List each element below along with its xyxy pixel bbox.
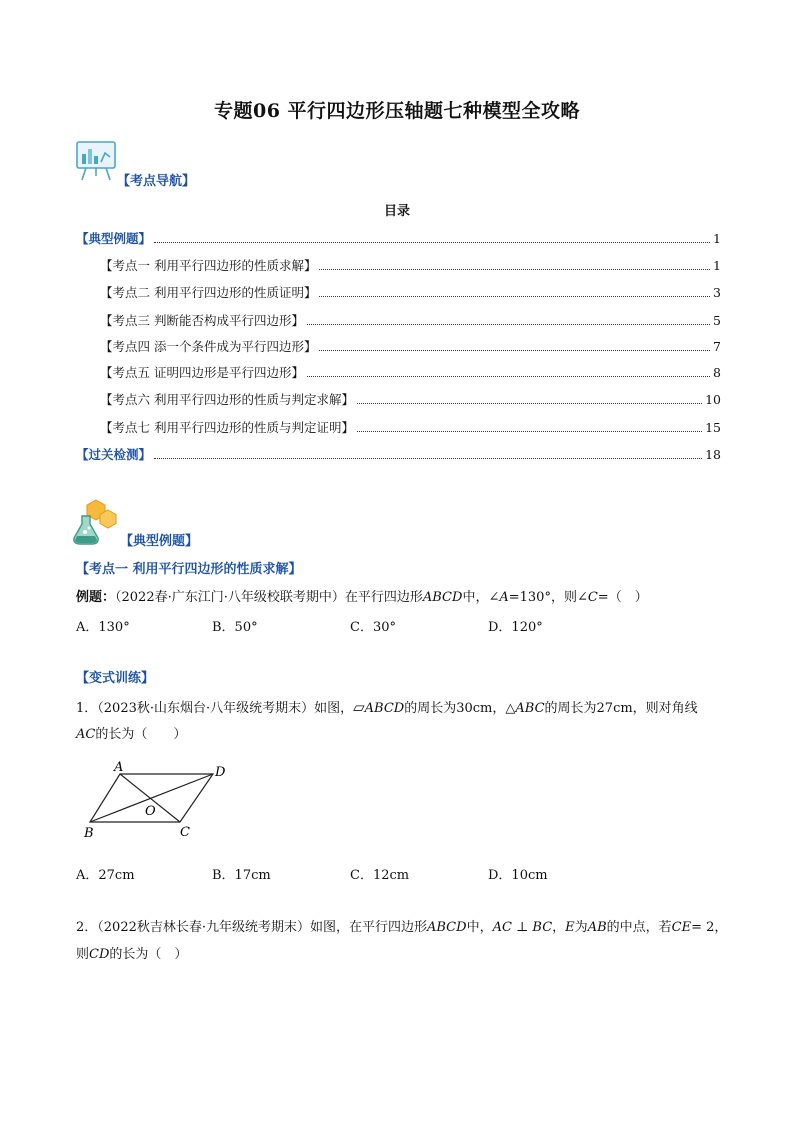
label-o: O: [145, 804, 156, 819]
math-var: E: [565, 920, 575, 935]
example-prefix: 例题：: [76, 590, 116, 605]
option-d[interactable]: D．120°: [488, 620, 543, 635]
q1-text: 1．（2023秋·山东烟台·八年级统考期末）如图，: [76, 701, 354, 716]
nav-heading: 【考点导航】: [117, 174, 196, 189]
toc-row-page: 5: [713, 313, 721, 328]
toc-row-page: 1: [713, 231, 721, 246]
option-a[interactable]: A．27cm: [76, 868, 135, 883]
toc-row-page: 1: [713, 258, 721, 273]
q2-line2: [76, 943, 187, 962]
math-var: C: [587, 590, 598, 605]
q1-text: 的周长为30cm，: [404, 701, 506, 716]
toc-row[interactable]: [100, 337, 721, 355]
toc-row[interactable]: [100, 363, 721, 381]
option-a[interactable]: A．130°: [76, 620, 130, 635]
math-var: A: [499, 590, 509, 605]
math-var: CE: [671, 920, 692, 935]
q1-line2: [76, 723, 186, 742]
math-var: ABC: [515, 701, 545, 716]
q1-text: 的周长为27cm，则对角线: [544, 701, 698, 716]
math-var: CD: [89, 947, 110, 962]
triangle-symbol-icon: △: [505, 701, 516, 716]
section-heading: 【典型例题】: [120, 534, 199, 549]
option-b[interactable]: B．17cm: [212, 868, 271, 883]
q2-text: 为: [574, 920, 588, 935]
q2-text: 则: [76, 947, 90, 962]
q2-text: 的长为（ ）: [109, 947, 188, 962]
toc-row-label: 【考点一 利用平行四边形的性质求解】: [100, 258, 317, 273]
q2-text: 的中点，若: [606, 920, 672, 935]
toc-row-label: 【过关检测】: [76, 447, 152, 462]
toc-row-page: 15: [705, 420, 721, 435]
toc-row[interactable]: [100, 311, 721, 329]
option-d[interactable]: D．10cm: [488, 868, 548, 883]
toc-row[interactable]: [76, 229, 721, 247]
example-text: =130°，则∠: [508, 590, 588, 605]
toc-row[interactable]: [100, 390, 721, 408]
toc-row-label: 【考点七 利用平行四边形的性质与判定证明】: [100, 420, 354, 435]
toc-row[interactable]: [100, 283, 721, 301]
label-d: D: [215, 765, 226, 780]
toc-row-label: 【考点六 利用平行四边形的性质与判定求解】: [100, 392, 354, 407]
toc-row[interactable]: [100, 256, 721, 274]
option-c[interactable]: C．30°: [350, 620, 396, 635]
q1-text: 的长为（ ）: [95, 727, 187, 742]
toc-row-label: 【考点二 利用平行四边形的性质证明】: [100, 285, 317, 300]
q2-text: ，: [552, 920, 566, 935]
option-c[interactable]: C．12cm: [350, 868, 410, 883]
toc-row-page: 10: [705, 392, 721, 407]
option-b[interactable]: B．50°: [212, 620, 258, 635]
toc-row-page: 3: [713, 285, 721, 300]
parallelogram-symbol-icon: ▱: [353, 698, 365, 716]
toc-row-page: 7: [713, 339, 721, 354]
label-c: C: [180, 825, 190, 840]
q2-line1: [76, 916, 727, 935]
example-question: [76, 586, 648, 605]
presentation-board-icon: [74, 140, 118, 186]
toc-heading: 目录: [383, 204, 410, 219]
math-var: ABCD: [427, 920, 467, 935]
flask-hexagon-icon: [72, 498, 118, 550]
toc-row-label: 【考点四 添一个条件成为平行四边形】: [100, 339, 317, 354]
q1-line1: [76, 697, 698, 716]
math-var: ABCD: [422, 590, 463, 605]
toc-row-page: 18: [705, 447, 721, 462]
q2-text: 中，: [466, 920, 493, 935]
example-text: （2022春·广东江门·八年级校联考期中）在平行四边形: [115, 590, 423, 605]
label-b: B: [84, 826, 94, 841]
math-var: AB: [587, 920, 607, 935]
example-text: 中，∠: [462, 590, 500, 605]
toc-row-page: 8: [713, 365, 721, 380]
parallelogram-figure: [80, 760, 240, 846]
toc-row-label: 【考点三 判断能否构成平行四边形】: [100, 313, 304, 328]
math-var: AC: [76, 727, 96, 742]
math-var: AC ⊥ BC: [492, 920, 553, 935]
page-title: 专题06 平行四边形压轴题七种模型全攻略: [213, 100, 581, 122]
q2-text: = 2，: [691, 920, 728, 935]
variant-heading: 【变式训练】: [76, 671, 155, 686]
math-var: ABCD: [364, 701, 405, 716]
toc-row-label: 【考点五 证明四边形是平行四边形】: [100, 365, 304, 380]
example-text: =（ ）: [597, 590, 648, 605]
toc-row[interactable]: [100, 418, 721, 436]
toc-row-label: 【典型例题】: [76, 231, 152, 246]
q2-text: 2．（2022秋吉林长春·九年级统考期末）如图，在平行四边形: [76, 920, 427, 935]
point1-heading: 【考点一 利用平行四边形的性质求解】: [76, 562, 302, 577]
toc-row[interactable]: [76, 445, 721, 463]
label-a: A: [114, 760, 124, 775]
